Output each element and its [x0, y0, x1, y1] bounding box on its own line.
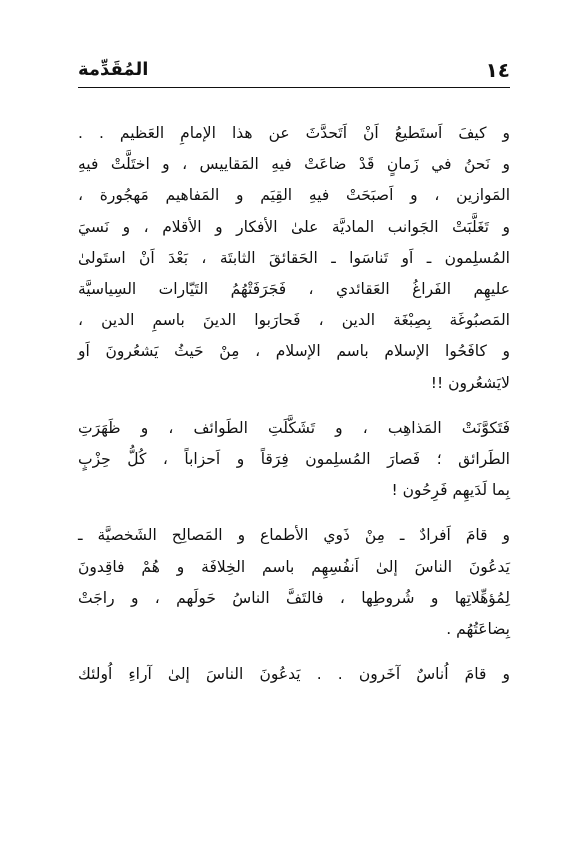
paragraph-2 [78, 413, 510, 507]
chapter-title: المُقَدِّمة [78, 59, 149, 80]
text-line: و قامَ اَفرادٌ ـ مِنْ ذَوي الأطماع و المَصالِح الشَخصيَّة ـ [78, 526, 510, 545]
paragraph-4 [78, 659, 510, 690]
page-number: ١٤ [485, 58, 510, 82]
text-line: و كيفَ اَستَطيعُ اَنْ اَتَحدَّثَ عن هذا الإمامِ العَظيم . . [78, 124, 510, 142]
paragraph-1 [78, 118, 510, 399]
text-line: يَدعُونَ الناسَ إلىٰ اَنفُسِهِم باسم الخِلافَة و هُمْ فاقِدونَ [78, 557, 510, 576]
text-line: لِمُؤهِّلاتِها و شُروطِها ، فالتَفَّ الناسُ حَولَهم ، و راجَتْ [78, 588, 510, 607]
text-line: بِما لَدَيهِم فَرِحُون ! [391, 481, 510, 500]
text-line: بِضاعَتُهُم . [446, 620, 510, 639]
paragraph-3 [78, 520, 510, 645]
text-line: المَوازين ، و اَصبَحَتْ فيهِ القِيَم و المَفاهيم مَهجُورة ، [78, 186, 510, 205]
text-line: فَتَكوَّنَتْ المَذاهِب ، و تَشَكَّلَتِ الطَوائف ، و ظَهَرَتِ [78, 418, 510, 437]
text-line: و نَحنُ في زَمانٍ قَدْ ضاعَتْ فيهِ المَقاييس ، و اختَلَّتْ فيهِ [78, 155, 510, 174]
text-line: و تَغَلَّبَتْ الجَوانب الماديَّة علىٰ الأفكار و الأقلام ، و نَسيَ [78, 217, 510, 236]
text-line: المَصبُوغَة بِصِبْغَة الدين ، فَحارَبوا الدينَ باسمِ الدين ، [78, 311, 510, 330]
text-line: المُسلِمون ـ اَو تَناسَوا ـ الحَقائقَ الثابتَة ، بَعْدَ اَنْ استَولىٰ [78, 248, 510, 267]
running-header [78, 58, 510, 88]
text-line: لايَشعُرون !! [430, 373, 510, 392]
text-line: الطَرائق ؛ فَصارَ المُسلِمون فِرَقاً و اَحزاباً ، كُلُّ حِزْبٍ [78, 450, 510, 469]
text-line: و كافَحُوا الإسلام باسم الإسلام ، مِنْ حَيثُ يَشعُرونَ اَو [78, 342, 510, 361]
text-line: عليهِم الفَراغُ العَقائدي ، فَجَرَفَتْهُمُ التَيّارات السِياسيَّة [78, 280, 510, 299]
header-rule [78, 87, 510, 88]
text-line: و قامَ اُناسٌ آخَرون . . يَدعُونَ الناسَ إلىٰ آراءِ اُولئك [78, 665, 510, 684]
body-text [78, 118, 510, 690]
